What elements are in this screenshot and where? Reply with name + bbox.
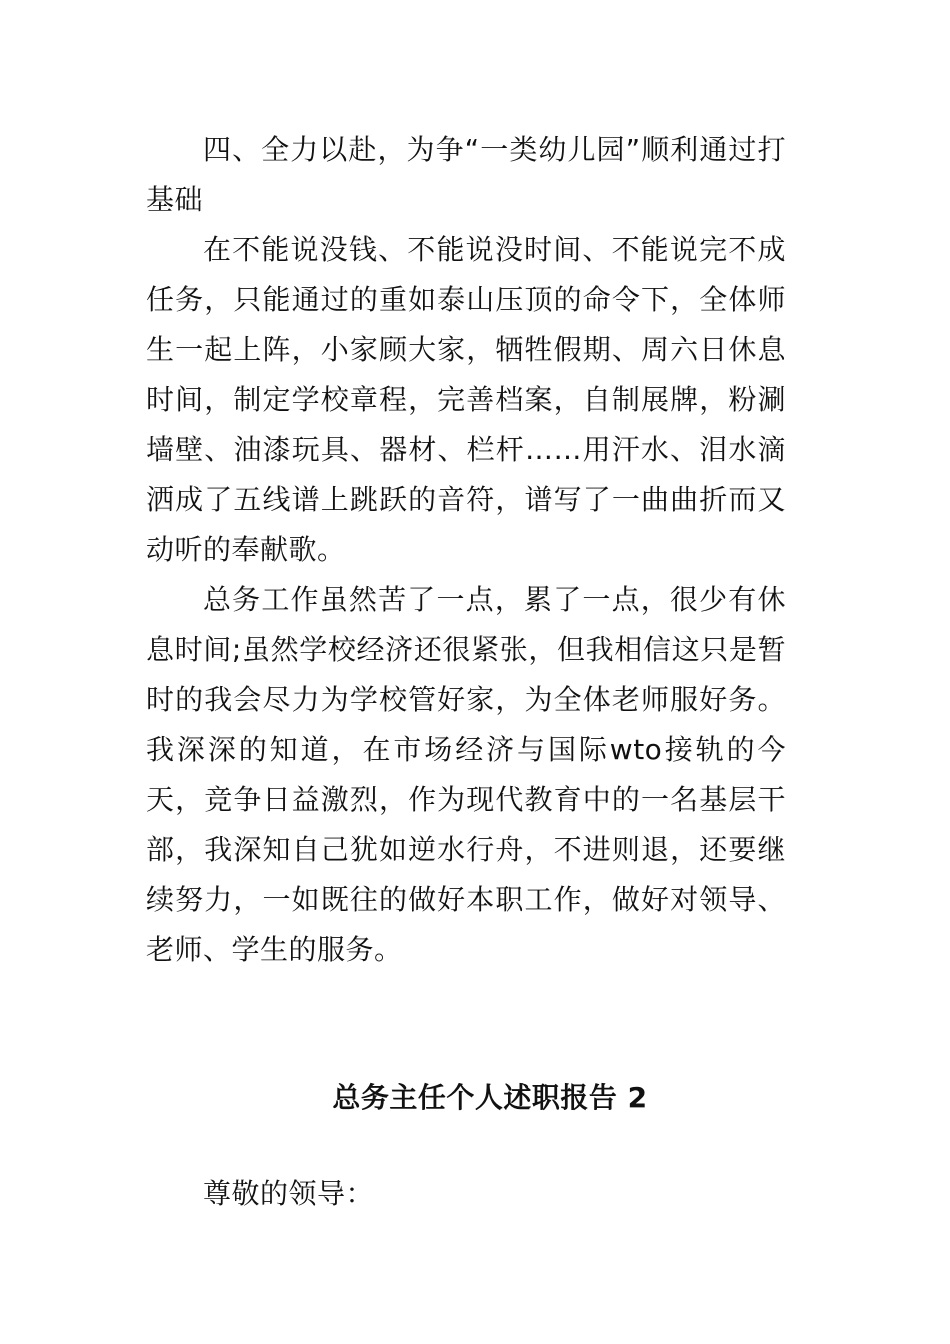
salutation: 尊敬的领导： <box>203 1177 375 1210</box>
paragraph-1: 四、全力以赴，为争“一类幼儿园”顺利通过打基础 <box>146 133 786 216</box>
body-paragraph-effort <box>146 225 786 575</box>
section-heading-paragraph <box>146 125 786 225</box>
body-paragraph-summary <box>146 575 786 975</box>
paragraph-2: 在不能说没钱、不能说没时间、不能说完不成任务，只能通过的重如泰山压顶的命令下，全体师生一起上阵，小家顾大家，牺牲假期、周六日休息时间，制定学校章程，完善档案，自制展牌，粉涮墙壁、油漆玩具、器材、栏杆……用汗水、泪水滴洒成了五线谱上跳跃的音符，谱写了一曲曲折而又动听的奉献歌。 <box>146 233 786 566</box>
paragraph-3: 总务工作虽然苦了一点，累了一点，很少有休息时间;虽然学校经济还很紧张，但我相信这只是暂时的我会尽力为学校管好家，为全体老师服好务。我深深的知道，在市场经济与国际wto接轨的今天，竞争日益激烈，作为现代教育中的一名基层干部，我深知自己犹如逆水行舟，不进则退，还要继续努力，一如既往的做好本职工作，做好对领导、老师、学生的服务。 <box>146 583 786 966</box>
report-title: 总务主任个人述职报告 2 <box>332 1081 648 1114</box>
